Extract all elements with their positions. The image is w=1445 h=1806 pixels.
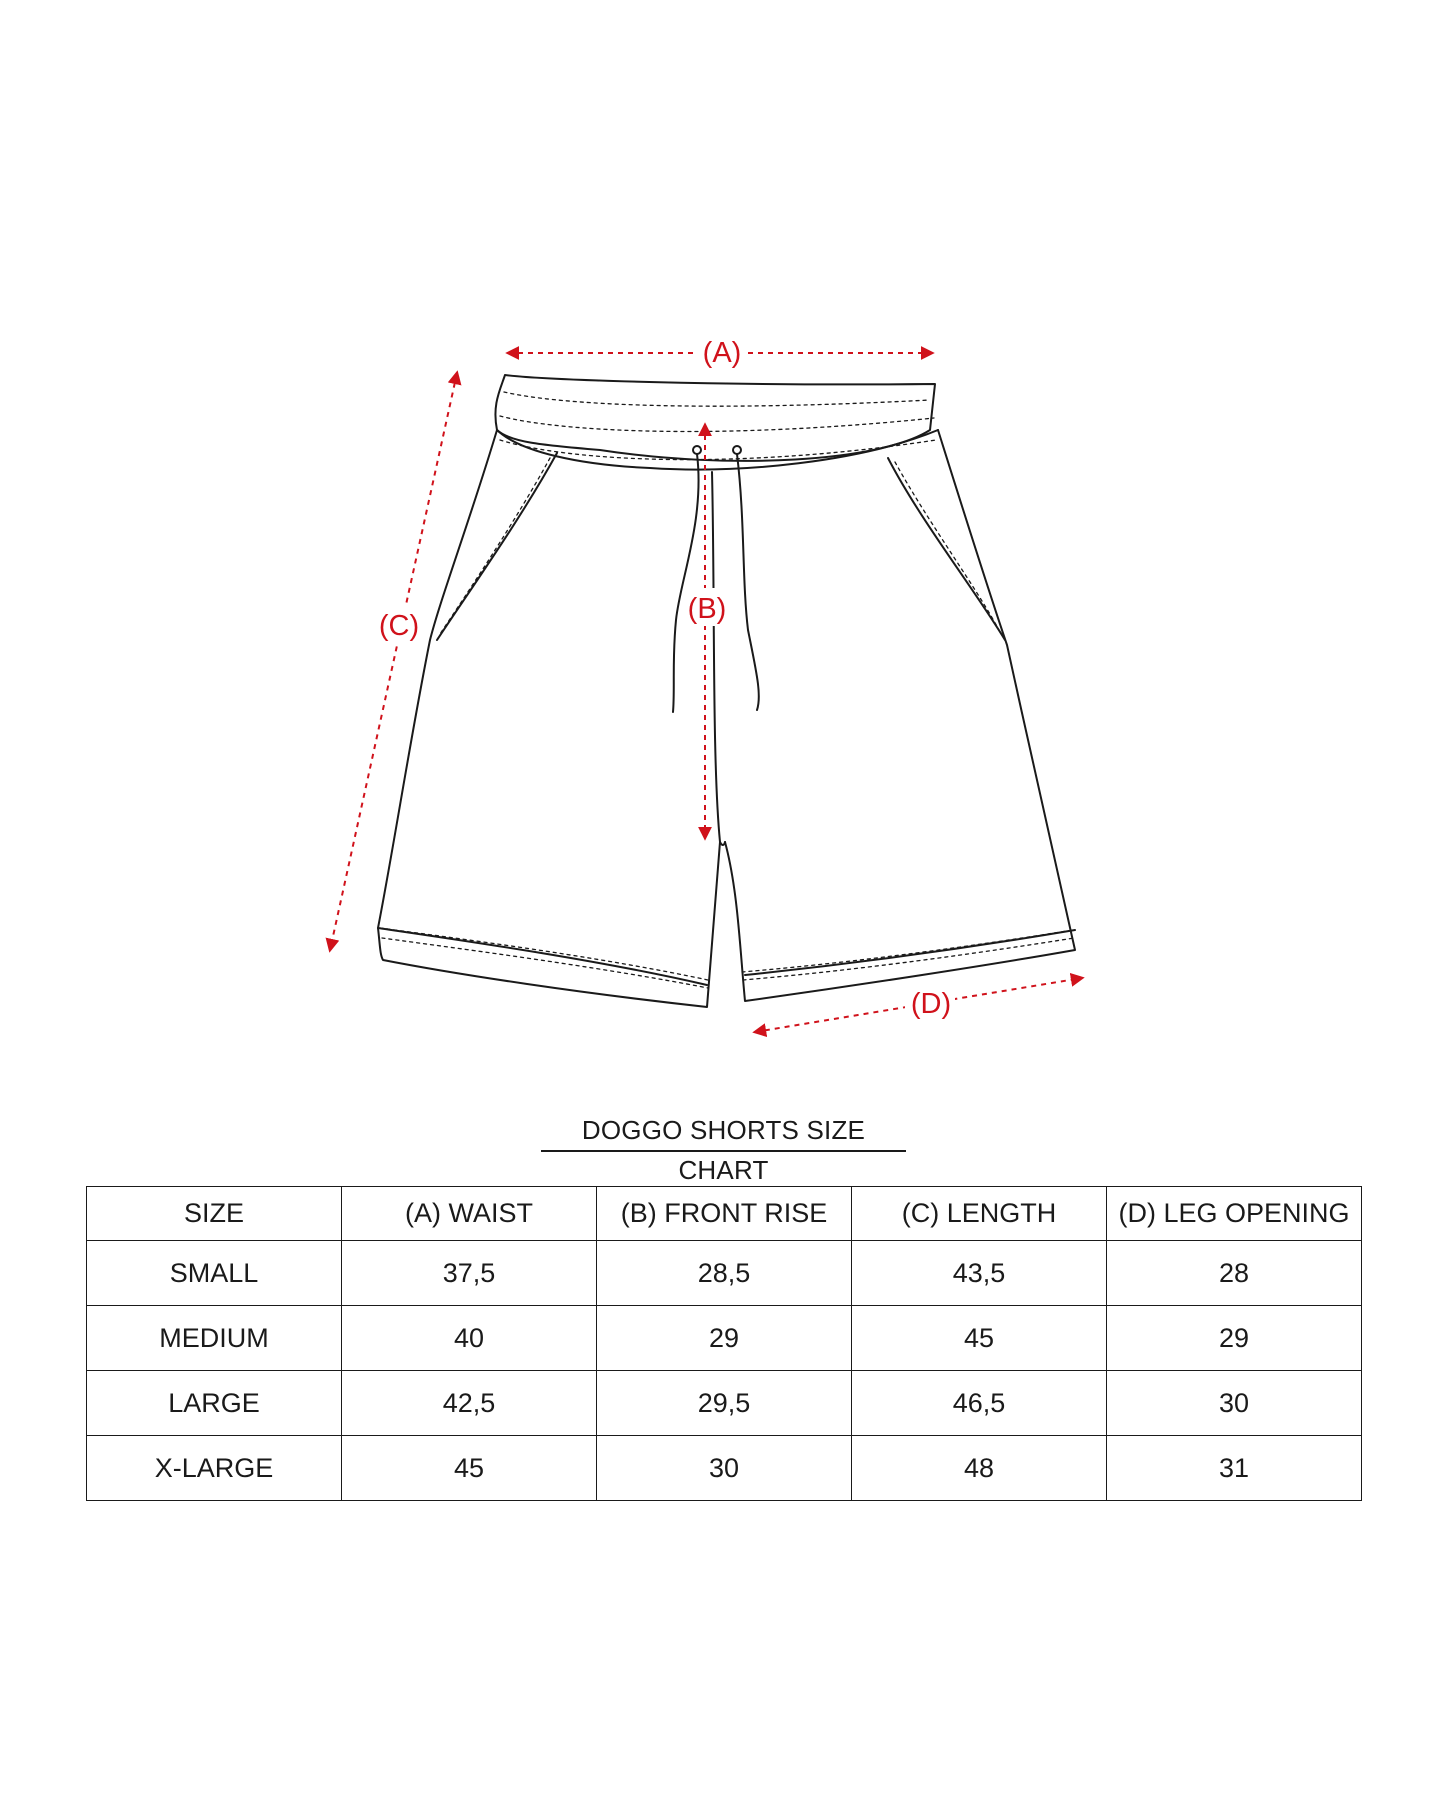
right-hem-stitch-1 [742, 930, 1073, 972]
right-leg [725, 430, 1075, 1001]
left-pocket [437, 453, 557, 640]
cell-size: X-LARGE [87, 1436, 342, 1501]
cell-front-rise: 29,5 [597, 1371, 852, 1436]
cell-length: 46,5 [852, 1371, 1107, 1436]
header-size: SIZE [87, 1187, 342, 1241]
grommet-right [733, 446, 741, 454]
table-row [87, 1371, 1362, 1436]
table-header-row [87, 1187, 1362, 1241]
dimension-lines [330, 353, 1082, 1032]
dimension-c-label: (C) [378, 610, 420, 642]
waistband-stitch-1 [504, 392, 930, 406]
waistband-bottom [497, 430, 938, 469]
cell-size: LARGE [87, 1371, 342, 1436]
dimension-b-label: (B) [687, 593, 727, 625]
left-hem-stitch-2 [382, 938, 708, 988]
cell-waist: 45 [342, 1436, 597, 1501]
dimension-a-label: (A) [702, 337, 742, 369]
left-hem-edge [378, 928, 707, 985]
right-hem-edge [745, 930, 1075, 975]
drawstring-left [673, 454, 699, 712]
table-row [87, 1436, 1362, 1501]
cell-waist: 42,5 [342, 1371, 597, 1436]
right-pocket [888, 458, 1005, 640]
grommet-left [693, 446, 701, 454]
drawstring-right [737, 454, 759, 710]
cell-size: SMALL [87, 1241, 342, 1306]
cell-front-rise: 30 [597, 1436, 852, 1501]
header-length: (C) LENGTH [852, 1187, 1107, 1241]
cell-leg-opening: 29 [1107, 1306, 1362, 1371]
center-seam [712, 472, 725, 845]
header-front-rise: (B) FRONT RISE [597, 1187, 852, 1241]
cell-waist: 37,5 [342, 1241, 597, 1306]
cell-leg-opening: 30 [1107, 1371, 1362, 1436]
cell-length: 48 [852, 1436, 1107, 1501]
cell-front-rise: 29 [597, 1306, 852, 1371]
cell-length: 43,5 [852, 1241, 1107, 1306]
dimension-d-label: (D) [910, 988, 952, 1020]
cell-leg-opening: 31 [1107, 1436, 1362, 1501]
left-pocket-stitch [440, 458, 550, 634]
size-chart-table [86, 1186, 1362, 1501]
shorts-outline [378, 375, 1075, 1007]
table-row [87, 1241, 1362, 1306]
table-row [87, 1306, 1362, 1371]
left-leg [378, 430, 720, 1007]
cell-length: 45 [852, 1306, 1107, 1371]
waistband-stitch-2 [500, 416, 934, 431]
cell-front-rise: 28,5 [597, 1241, 852, 1306]
header-waist: (A) WAIST [342, 1187, 597, 1241]
header-leg-opening: (D) LEG OPENING [1107, 1187, 1362, 1241]
cell-waist: 40 [342, 1306, 597, 1371]
size-chart-title: DOGGO SHORTS SIZE CHART [541, 1110, 906, 1152]
cell-size: MEDIUM [87, 1306, 342, 1371]
cell-leg-opening: 28 [1107, 1241, 1362, 1306]
dimension-c-line [330, 373, 457, 950]
waistband [495, 375, 935, 461]
